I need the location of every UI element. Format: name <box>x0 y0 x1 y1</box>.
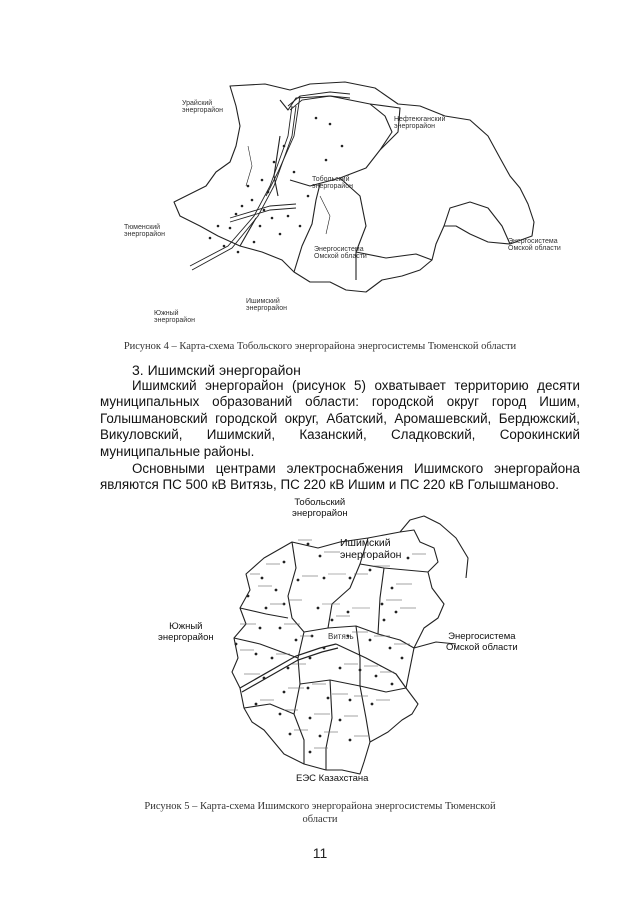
para1-line-5: муниципальные районы. <box>100 443 255 459</box>
fig5-region-kazakhstan: ЕЭС Казахстана <box>296 773 369 784</box>
fig4-region-omsk-2: Энергосистема Омской области <box>508 238 561 253</box>
fig4-region-nefteyugansk: Нефтеюганский энергорайон <box>394 116 446 131</box>
fig4-region-ishim: Ишимский энергорайон <box>246 298 287 313</box>
figure5-caption <box>0 800 640 826</box>
figure5-caption-line-2: области <box>302 814 338 825</box>
fig5-region-ishim: Ишимский энергорайон <box>340 537 402 561</box>
figure4-caption: Рисунок 4 – Карта-схема Тобольского энергорайона энергосистемы Тюменской области <box>123 341 517 352</box>
fig4-region-yuzhny: Южный энергорайон <box>154 310 195 325</box>
para2-line-2: являются ПС 500 кВ Витязь, ПС 220 кВ Ишим и ПС 220 кВ Голышманово. <box>100 477 559 493</box>
section-heading: 3. Ишимский энергорайон <box>132 362 301 378</box>
paragraph-1 <box>100 378 580 460</box>
para1-line-3: Голышмановский городской округ, Абатский, Аромашевский, Бердюжский, <box>100 410 580 426</box>
paragraph-2 <box>100 461 580 494</box>
para1-line-1: Ишимский энергорайон (рисунок 5) охватывает территорию десяти <box>132 378 580 393</box>
figure5-caption-line-1: Рисунок 5 – Карта-схема Ишимского энергорайона энергосистемы Тюменской <box>144 801 496 812</box>
para2-line-1: Основными центрами электроснабжения Ишимского энергорайона <box>132 461 580 476</box>
fig4-region-omsk-1: Энергосистема Омской области <box>314 246 367 261</box>
fig4-region-tyumen: Тюменский энергорайон <box>124 224 165 239</box>
fig4-region-uray: Урайский энергорайон <box>182 100 223 115</box>
para1-line-2: муниципальных образований области: городской округ город Ишим, <box>100 394 580 410</box>
fig5-region-yuzhny: Южный энергорайон <box>158 621 214 643</box>
fig5-vityaz-label: Витязь <box>328 632 354 641</box>
page-number: 11 <box>312 845 328 861</box>
fig5-region-omsk: Энергосистема Омской области <box>446 631 518 653</box>
para1-line-4: Викуловский, Ишимский, Казанский, Сладковский, Сорокинский <box>100 427 580 443</box>
fig4-region-tobolsk: Тобольский энергорайон <box>312 176 353 191</box>
fig5-region-tobolsk: Тобольский энергорайон <box>292 497 348 519</box>
figure4-map <box>170 76 590 326</box>
figure4-map-drawing <box>170 76 590 326</box>
